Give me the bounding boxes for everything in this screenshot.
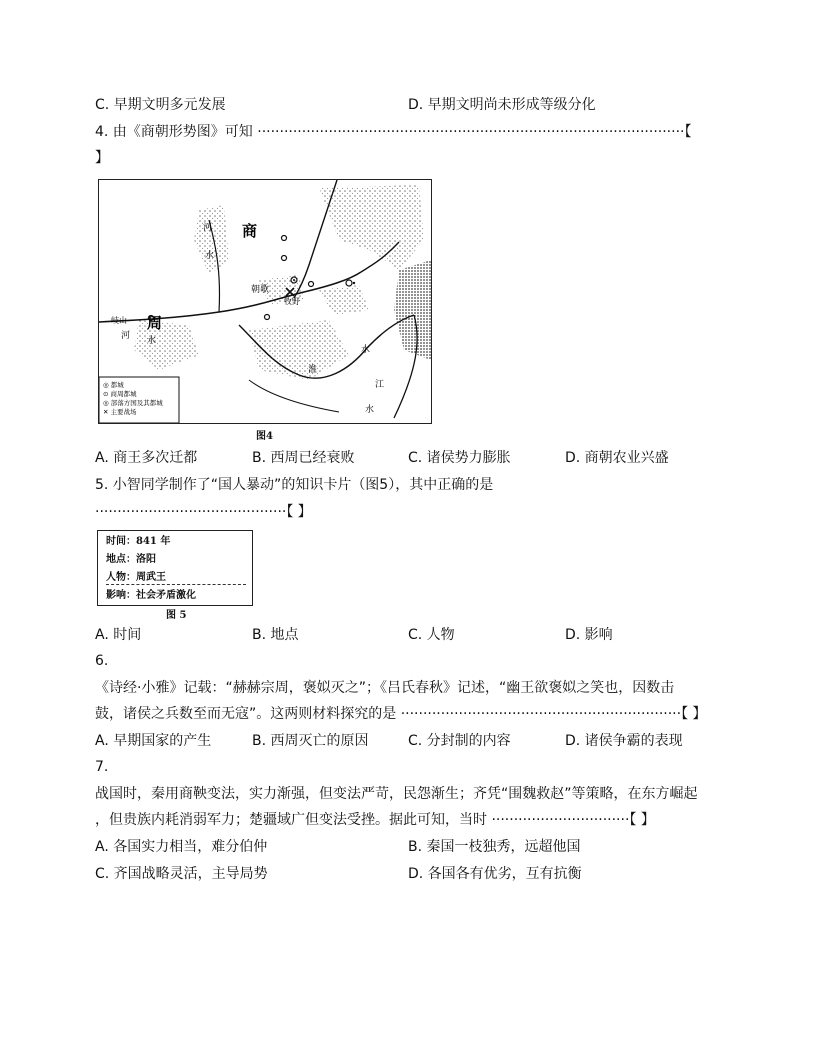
- q4-option-a: A. 商王多次迁都: [95, 450, 198, 466]
- map-label-muye: 牧野: [284, 297, 300, 306]
- q7-option-a: A. 各国实力相当，难分伯仲: [95, 839, 268, 855]
- q5-option-c: C. 人物: [408, 627, 455, 643]
- q5-option-b: B. 地点: [252, 627, 299, 643]
- q5-stem: 5. 小智同学制作了“国人暴动”的知识卡片（图5），其中正确的是: [95, 477, 494, 493]
- card-place: 地点：洛阳: [106, 554, 156, 565]
- map-label-zhou: 周: [147, 314, 163, 332]
- map-label-shui-left: 水: [147, 336, 157, 346]
- map-label-he-top: 河: [203, 223, 213, 233]
- q6-line1: 《诗经·小雅》记载：“赫赫宗周，褒姒灭之”；《吕氏春秋》记述，“幽王欲褒姒之笑也，因数击: [95, 680, 675, 696]
- q6-option-c: C. 分封制的内容: [408, 733, 511, 749]
- q7-line2: ，但贵族内耗消弱军力；楚疆域广但变法受挫。据此可知，当时 ·······························【 】: [95, 812, 655, 828]
- card-person: 人物：周武王: [106, 572, 246, 585]
- q5-stem-line2: ···········································【 】: [95, 504, 312, 520]
- q4-option-c: C. 诸侯势力膨胀: [408, 450, 511, 466]
- q4-map-figure: [98, 179, 432, 424]
- q5-option-a: A. 时间: [95, 627, 142, 643]
- q5-figure-caption: 图 5: [166, 610, 187, 621]
- q7-number: 7.: [95, 759, 109, 775]
- legend-item-3: ◎ 部落方国及其都城: [103, 399, 163, 407]
- map-label-he-left: 河: [121, 331, 131, 341]
- q6-number: 6.: [95, 653, 109, 669]
- q3-option-c: C. 早期文明多元发展: [95, 97, 226, 113]
- q3-option-d: D. 早期文明尚未形成等级分化: [408, 97, 596, 113]
- q4-figure-caption: 图4: [256, 431, 273, 442]
- legend-item-1: ◎ 都城: [103, 381, 124, 389]
- q6-option-a: A. 早期国家的产生: [95, 733, 212, 749]
- q4-option-d: D. 商朝农业兴盛: [565, 450, 669, 466]
- map-label-qishan: 岐山: [111, 316, 127, 325]
- q5-knowledge-card: [97, 530, 253, 606]
- q7-option-b: B. 秦国一枝独秀，远超他国: [408, 839, 581, 855]
- map-label-zhaoge: 朝歌: [251, 285, 270, 295]
- map-label-shui-mid: 水: [361, 345, 371, 355]
- legend-item-2: ⊙ 商周都城: [103, 390, 137, 398]
- q4-option-b: B. 西周已经衰败: [252, 450, 355, 466]
- q7-line1: 战国时，秦用商鞅变法，实力渐强，但变法严苛，民怨渐生；齐凭“围魏救赵”等策略，在东方崛起: [95, 786, 698, 802]
- card-time: 时间：841 年: [106, 536, 171, 547]
- legend-item-4: ✕ 主要战场: [103, 408, 137, 416]
- q5-option-d: D. 影响: [565, 627, 613, 643]
- map-label-shui-top: 水: [205, 251, 215, 261]
- q7-option-c: C. 齐国战略灵活，主导局势: [95, 866, 268, 882]
- map-label-jiang: 江: [375, 380, 385, 390]
- card-impact: 影响：社会矛盾激化: [106, 590, 196, 601]
- q7-option-d: D. 各国各有优劣，互有抗衡: [408, 866, 582, 882]
- q4-stem: 4. 由《商朝形势图》可知 ································································································【: [95, 124, 692, 140]
- q6-option-b: B. 西周灭亡的原因: [252, 733, 369, 749]
- map-label-huai: 淮: [308, 365, 318, 375]
- q6-option-d: D. 诸侯争霸的表现: [565, 733, 683, 749]
- q6-line2: 鼓，诸侯之兵数至而无寇”。这两则材料探究的是 ·······························································【 】: [95, 706, 707, 722]
- map-label-shang: 商: [242, 222, 258, 240]
- q4-bracket-close: 】: [95, 150, 109, 166]
- shang-map-drawing: [99, 180, 431, 423]
- map-label-shui-right: 水: [365, 405, 375, 415]
